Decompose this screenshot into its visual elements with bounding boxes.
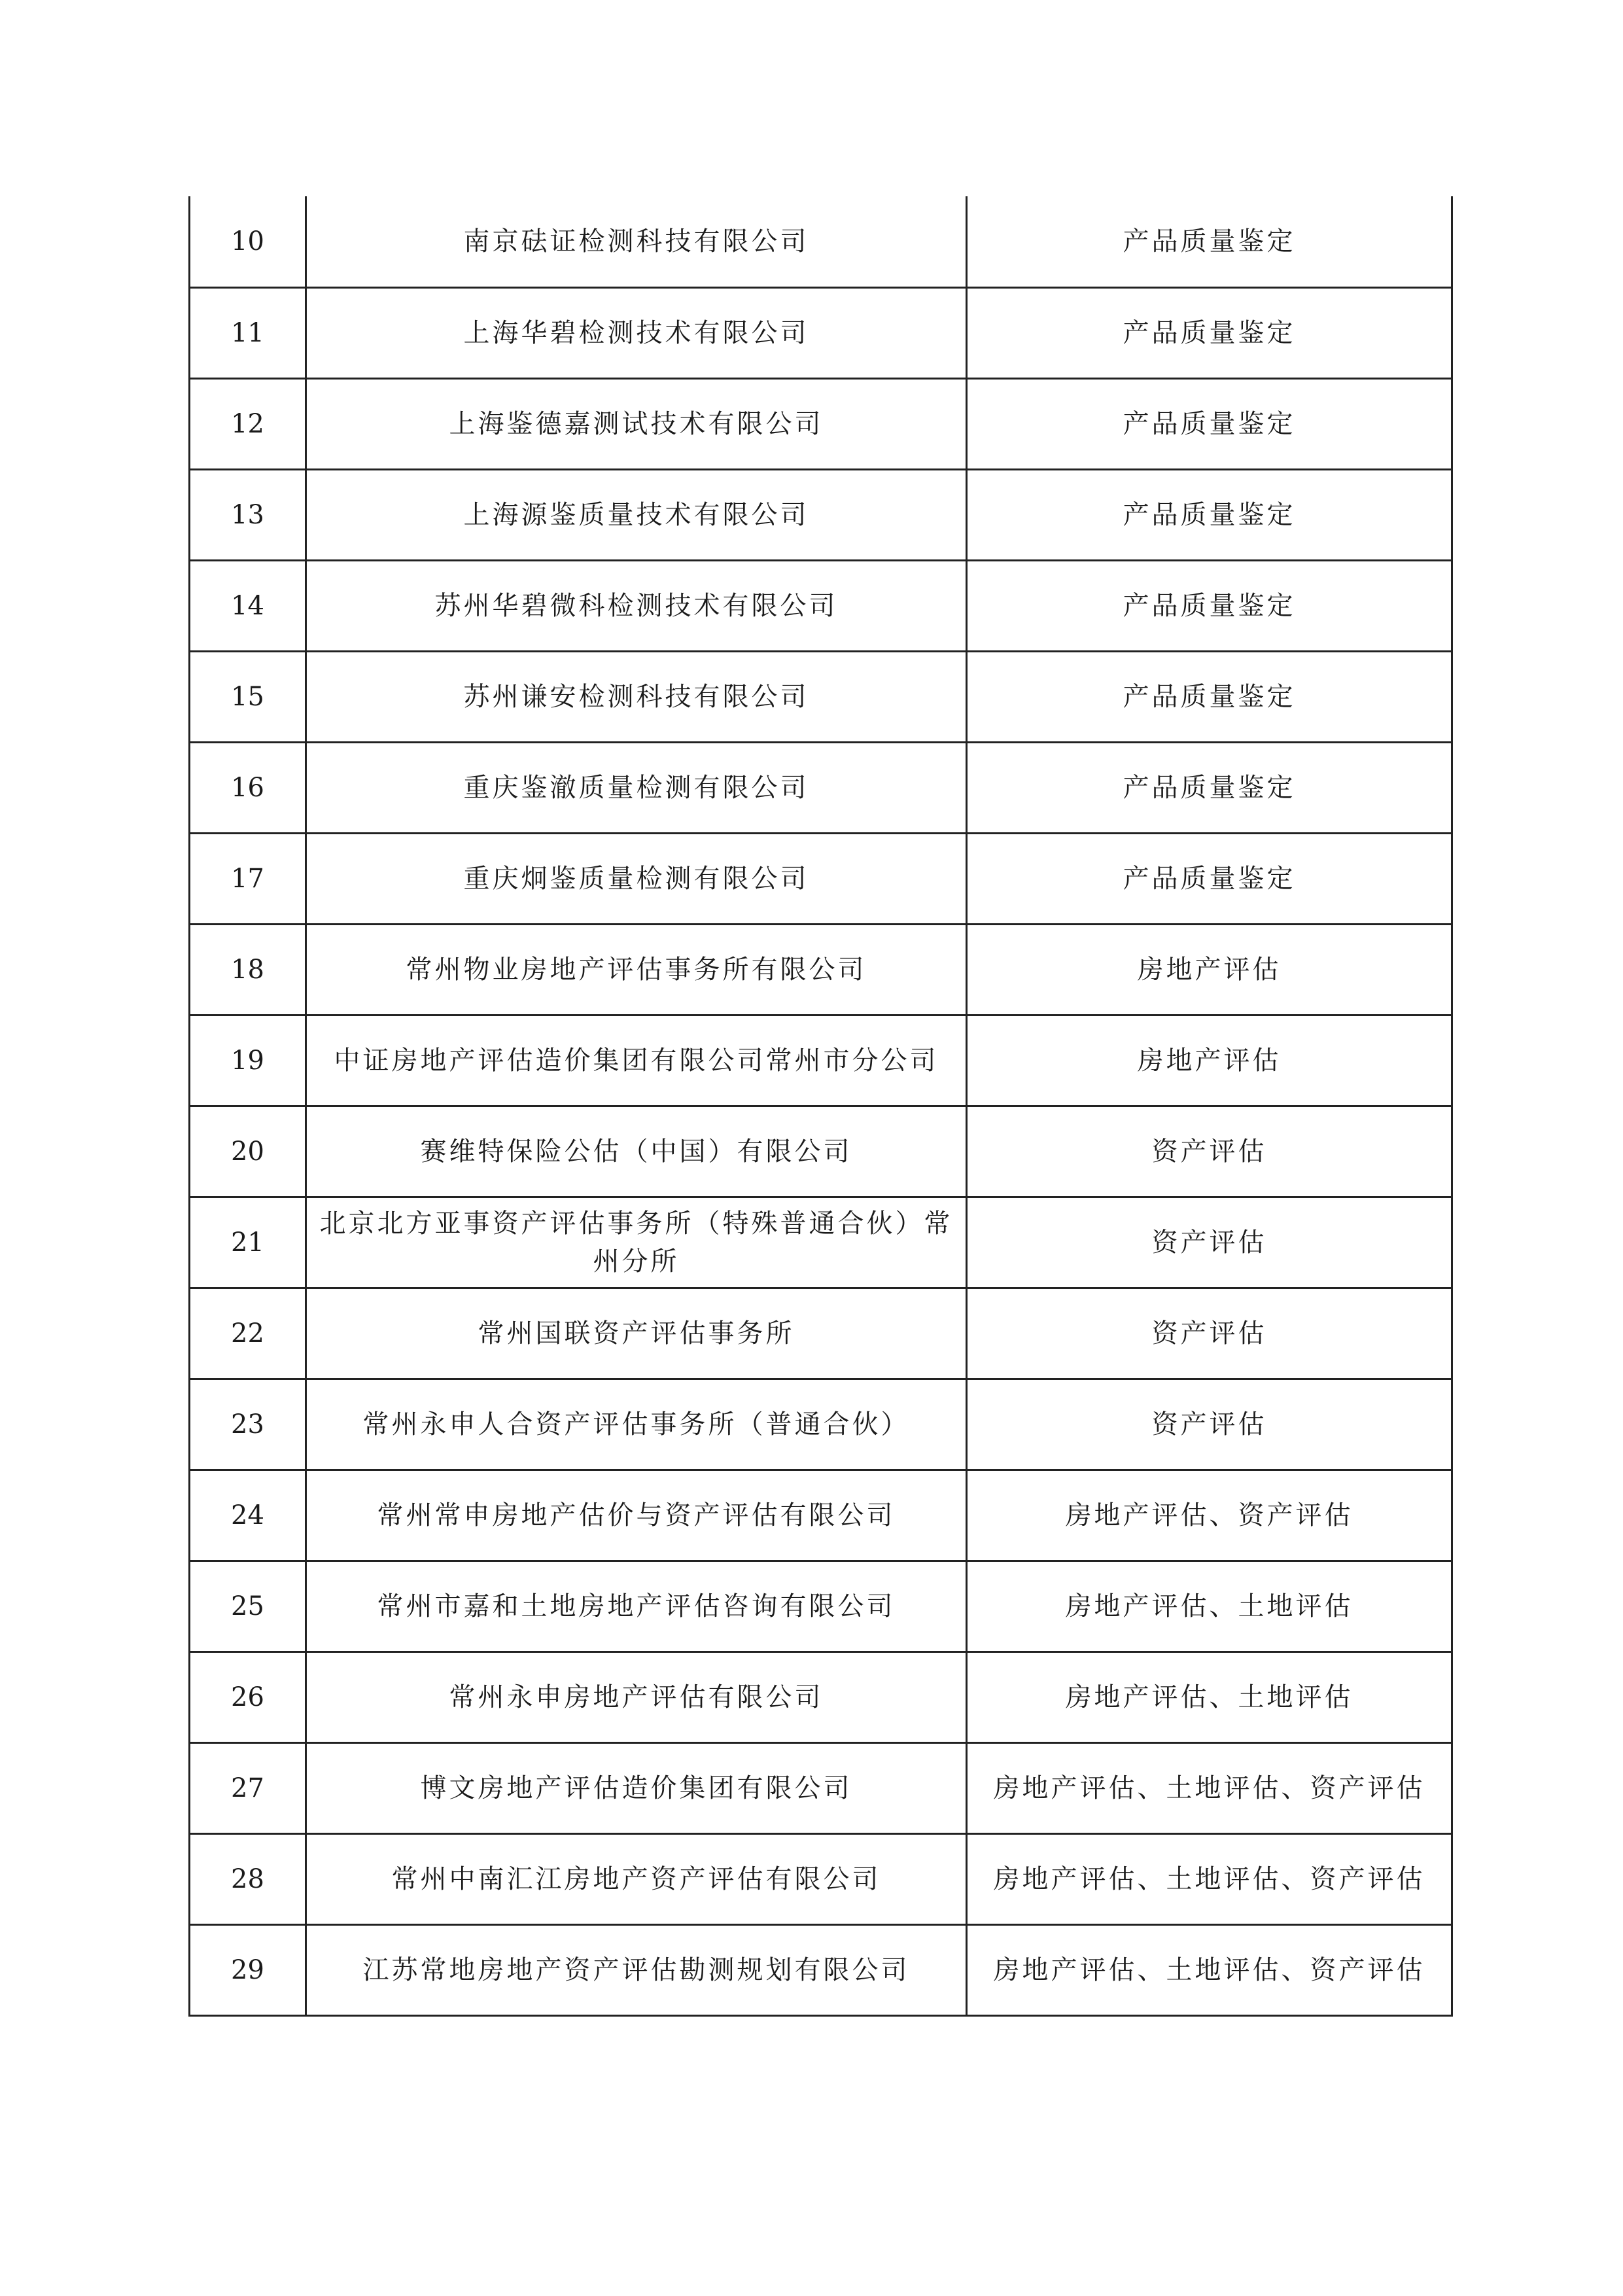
institution-name: 苏州华碧微科检测技术有限公司 bbox=[306, 560, 967, 651]
table-row bbox=[190, 1015, 1452, 1106]
institution-name: 常州国联资产评估事务所 bbox=[306, 1288, 967, 1379]
appraisal-type: 产品质量鉴定 bbox=[967, 833, 1452, 924]
institution-name: 重庆鉴澈质量检测有限公司 bbox=[306, 742, 967, 833]
row-number: 13 bbox=[190, 469, 306, 560]
institution-name: 北京北方亚事资产评估事务所（特殊普通合伙）常州分所 bbox=[306, 1197, 967, 1288]
appraisal-type: 产品质量鉴定 bbox=[967, 742, 1452, 833]
row-number: 12 bbox=[190, 378, 306, 469]
institution-table bbox=[188, 196, 1453, 2017]
institution-name: 博文房地产评估造价集团有限公司 bbox=[306, 1742, 967, 1833]
row-number: 28 bbox=[190, 1833, 306, 1924]
row-number: 20 bbox=[190, 1106, 306, 1197]
institution-name: 江苏常地房地产资产评估勘测规划有限公司 bbox=[306, 1924, 967, 2015]
row-number: 25 bbox=[190, 1561, 306, 1651]
table-row bbox=[190, 1561, 1452, 1651]
table-row bbox=[190, 196, 1452, 287]
table-row bbox=[190, 833, 1452, 924]
table-row bbox=[190, 378, 1452, 469]
institution-name: 上海华碧检测技术有限公司 bbox=[306, 287, 967, 378]
institution-name: 常州永申房地产评估有限公司 bbox=[306, 1651, 967, 1742]
appraisal-type: 资产评估 bbox=[967, 1288, 1452, 1379]
table-row bbox=[190, 1379, 1452, 1470]
appraisal-type: 资产评估 bbox=[967, 1197, 1452, 1288]
table-row bbox=[190, 1924, 1452, 2015]
table-row bbox=[190, 1833, 1452, 1924]
institution-name: 常州永申人合资产评估事务所（普通合伙） bbox=[306, 1379, 967, 1470]
table-row bbox=[190, 469, 1452, 560]
appraisal-type: 资产评估 bbox=[967, 1106, 1452, 1197]
appraisal-type: 房地产评估、土地评估、资产评估 bbox=[967, 1742, 1452, 1833]
appraisal-type: 产品质量鉴定 bbox=[967, 560, 1452, 651]
appraisal-type: 房地产评估、土地评估、资产评估 bbox=[967, 1924, 1452, 2015]
appraisal-type: 房地产评估 bbox=[967, 1015, 1452, 1106]
institution-name: 常州物业房地产评估事务所有限公司 bbox=[306, 924, 967, 1015]
institution-name: 上海鉴德嘉测试技术有限公司 bbox=[306, 378, 967, 469]
table-row bbox=[190, 742, 1452, 833]
institution-table-body bbox=[190, 196, 1452, 2015]
appraisal-type: 房地产评估、资产评估 bbox=[967, 1470, 1452, 1561]
table-row bbox=[190, 1106, 1452, 1197]
appraisal-type: 房地产评估、土地评估 bbox=[967, 1651, 1452, 1742]
table-row bbox=[190, 1470, 1452, 1561]
row-number: 22 bbox=[190, 1288, 306, 1379]
institution-name: 重庆炯鉴质量检测有限公司 bbox=[306, 833, 967, 924]
row-number: 10 bbox=[190, 196, 306, 287]
institution-name: 常州常申房地产估价与资产评估有限公司 bbox=[306, 1470, 967, 1561]
institution-name: 常州中南汇江房地产资产评估有限公司 bbox=[306, 1833, 967, 1924]
appraisal-type: 产品质量鉴定 bbox=[967, 651, 1452, 742]
institution-name: 中证房地产评估造价集团有限公司常州市分公司 bbox=[306, 1015, 967, 1106]
table-row bbox=[190, 1742, 1452, 1833]
appraisal-type: 房地产评估、土地评估、资产评估 bbox=[967, 1833, 1452, 1924]
row-number: 17 bbox=[190, 833, 306, 924]
table-row bbox=[190, 924, 1452, 1015]
table-row bbox=[190, 1197, 1452, 1288]
table-row bbox=[190, 651, 1452, 742]
row-number: 29 bbox=[190, 1924, 306, 2015]
institution-table-wrapper bbox=[188, 196, 1451, 2017]
table-row bbox=[190, 1288, 1452, 1379]
table-row bbox=[190, 560, 1452, 651]
institution-name: 赛维特保险公估（中国）有限公司 bbox=[306, 1106, 967, 1197]
appraisal-type: 房地产评估 bbox=[967, 924, 1452, 1015]
row-number: 21 bbox=[190, 1197, 306, 1288]
table-row bbox=[190, 287, 1452, 378]
row-number: 27 bbox=[190, 1742, 306, 1833]
appraisal-type: 房地产评估、土地评估 bbox=[967, 1561, 1452, 1651]
row-number: 15 bbox=[190, 651, 306, 742]
row-number: 11 bbox=[190, 287, 306, 378]
institution-name: 上海源鉴质量技术有限公司 bbox=[306, 469, 967, 560]
table-row bbox=[190, 1651, 1452, 1742]
institution-name: 苏州谦安检测科技有限公司 bbox=[306, 651, 967, 742]
appraisal-type: 产品质量鉴定 bbox=[967, 378, 1452, 469]
row-number: 23 bbox=[190, 1379, 306, 1470]
appraisal-type: 产品质量鉴定 bbox=[967, 287, 1452, 378]
appraisal-type: 产品质量鉴定 bbox=[967, 196, 1452, 287]
row-number: 14 bbox=[190, 560, 306, 651]
appraisal-type: 产品质量鉴定 bbox=[967, 469, 1452, 560]
row-number: 16 bbox=[190, 742, 306, 833]
institution-name: 南京砝证检测科技有限公司 bbox=[306, 196, 967, 287]
row-number: 24 bbox=[190, 1470, 306, 1561]
row-number: 26 bbox=[190, 1651, 306, 1742]
row-number: 18 bbox=[190, 924, 306, 1015]
appraisal-type: 资产评估 bbox=[967, 1379, 1452, 1470]
row-number: 19 bbox=[190, 1015, 306, 1106]
institution-name: 常州市嘉和土地房地产评估咨询有限公司 bbox=[306, 1561, 967, 1651]
